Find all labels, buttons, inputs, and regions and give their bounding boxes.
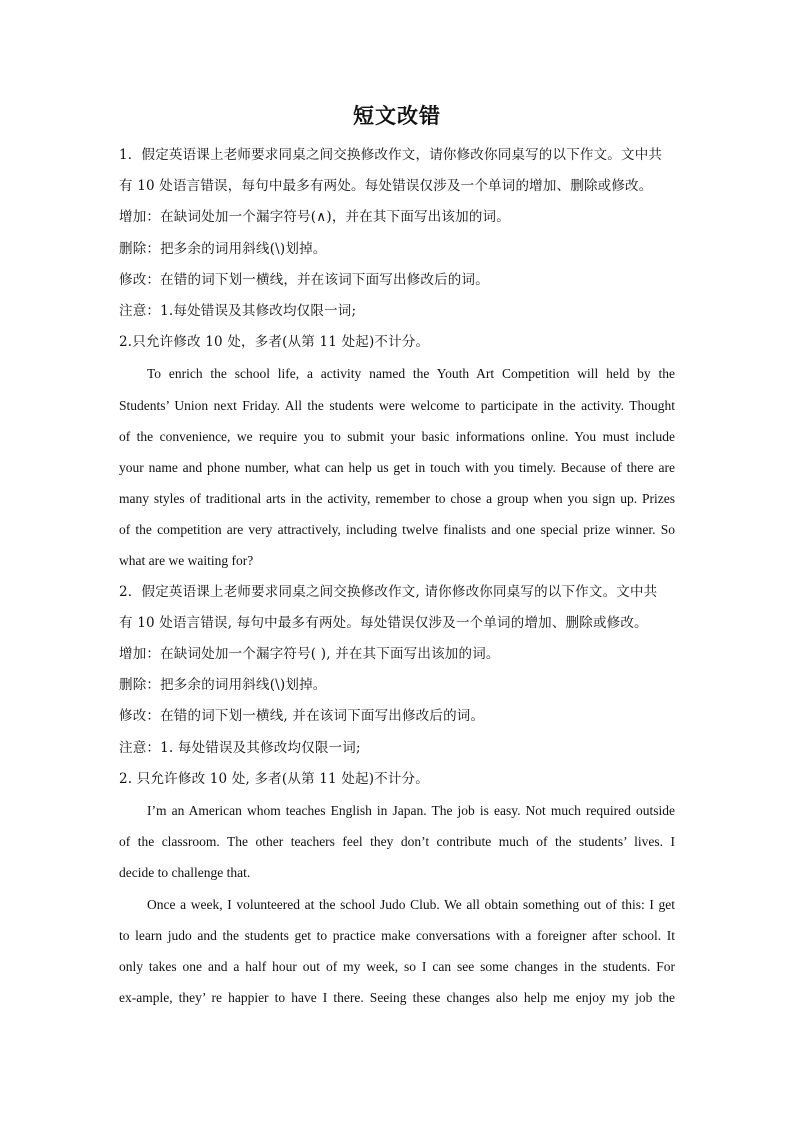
text-line: ex-ample, they’ re happier to have I there. Seeing these changes also help me enjoy my job the bbox=[119, 990, 675, 1006]
text-line: 有 10 处语言错误, 每句中最多有两处。每处错误仅涉及一个单词的增加、删除或修改。 bbox=[119, 614, 648, 631]
text-line: To enrich the school life, a activity named the Youth Art Competition will held by the bbox=[147, 366, 675, 382]
text-line: 2. 只允许修改 10 处, 多者(从第 11 处起)不计分。 bbox=[119, 770, 430, 787]
text-line: Students’ Union next Friday. All the students were welcome to participate in the activity. Thought bbox=[119, 397, 675, 413]
text-line: of the competition are very attractively, including twelve finalists and one special prize winner. So bbox=[119, 522, 675, 538]
text-line: 删除：把多余的词用斜线(\)划掉。 bbox=[119, 240, 327, 257]
text-line: 增加：在缺词处加一个漏字符号( ), 并在其下面写出该加的词。 bbox=[119, 646, 500, 662]
text-line: many styles of traditional arts in the activity, remember to chose a group when you sign up. Prizes bbox=[119, 491, 675, 507]
text-line: of the classroom. The other teachers feel they don’t contribute much of the students’ lives. I bbox=[119, 834, 675, 850]
text-line: 注意：1. 每处错误及其修改均仅限一词; bbox=[119, 739, 361, 756]
text-line: 删除：把多余的词用斜线(\)划掉。 bbox=[119, 677, 327, 694]
text-line: your name and phone number, what can help us get in touch with you timely. Because of there are bbox=[119, 459, 675, 475]
text-line: 修改：在错的词下划一横线，并在该词下面写出修改后的词。 bbox=[119, 271, 489, 288]
document-body bbox=[119, 140, 675, 1013]
text-line: Once a week, I volunteered at the school Judo Club. We all obtain something out of this: I get bbox=[147, 896, 675, 912]
text-line: 1．假定英语课上老师要求同桌之间交换修改作文，请你修改你同桌写的以下作文。文中共 bbox=[119, 147, 663, 163]
text-line: decide to challenge that. bbox=[119, 865, 251, 881]
page-title: 短文改错 bbox=[353, 103, 441, 128]
text-line: 2．假定英语课上老师要求同桌之间交换修改作文, 请你修改你同桌写的以下作文。文中共 bbox=[119, 583, 658, 600]
text-line: 增加：在缺词处加一个漏字符号(∧)，并在其下面写出该加的词。 bbox=[119, 209, 510, 226]
text-line: 2.只允许修改 10 处，多者(从第 11 处起)不计分。 bbox=[119, 334, 430, 351]
text-line: of the convenience, we require you to submit your basic informations online. You must include bbox=[119, 428, 675, 444]
text-line: 修改：在错的词下划一横线, 并在该词下面写出修改后的词。 bbox=[119, 708, 485, 725]
text-line: what are we waiting for? bbox=[119, 553, 254, 569]
text-line: I’m an American whom teaches English in Japan. The job is easy. Not much required outside bbox=[147, 802, 675, 818]
text-line: only takes one and a half hour out of my week, so I can see some changes in the students. For bbox=[119, 958, 675, 974]
text-line: 有 10 处语言错误，每句中最多有两处。每处错误仅涉及一个单词的增加、删除或修改。 bbox=[119, 178, 653, 195]
text-line: to learn judo and the students get to practice make conversations with a foreigner after school. It bbox=[119, 927, 675, 943]
text-line: 注意：1.每处错误及其修改均仅限一词; bbox=[119, 302, 357, 319]
